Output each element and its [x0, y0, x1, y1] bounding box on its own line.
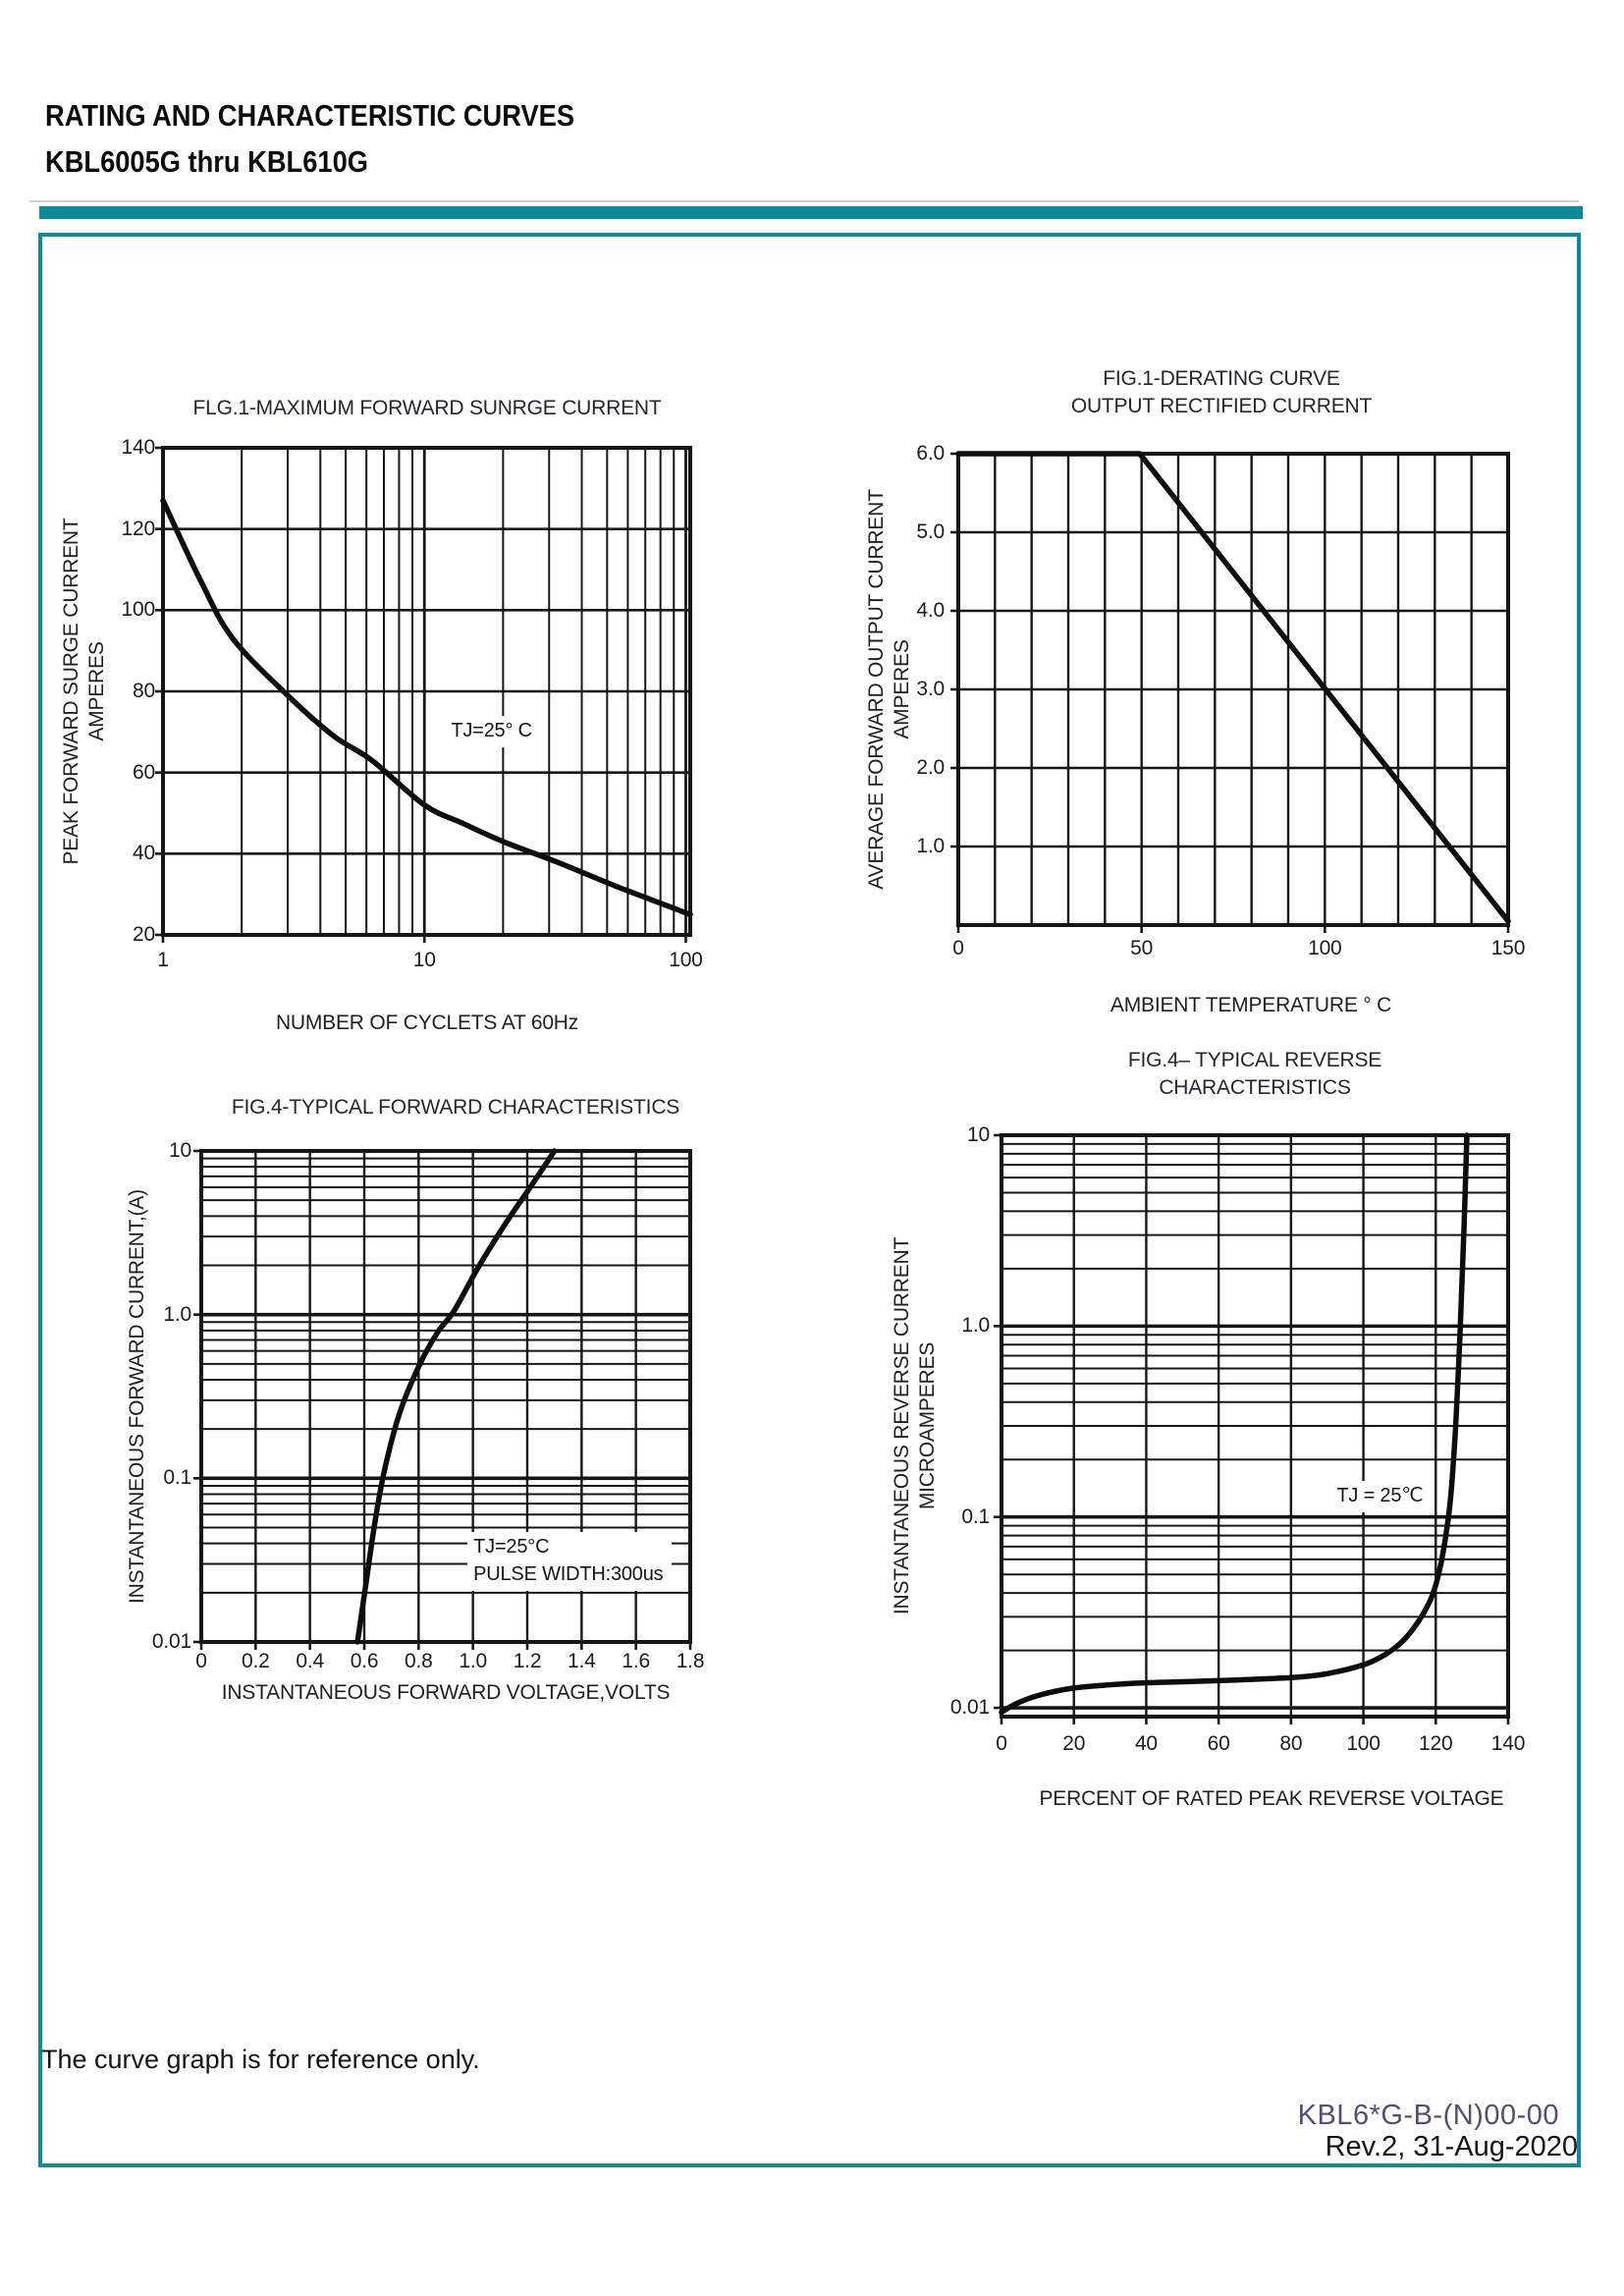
chart-surge-current-curves [163, 448, 690, 935]
x-tick-label: 140 [1490, 1732, 1526, 1755]
y-tick-label: 0.1 [961, 1504, 990, 1528]
x-tick-label: 60 [1207, 1732, 1230, 1755]
x-tick-label: 0.2 [242, 1650, 270, 1672]
y-tick-label: 10 [169, 1139, 191, 1162]
y-tick-label: 3.0 [916, 678, 945, 700]
chart-title-line: OUTPUT RECTIFIED CURRENT [1070, 395, 1373, 417]
chart-title-line: CHARACTERISTICS [1159, 1076, 1351, 1099]
y-axis-label-line: MICROAMPERES [916, 1341, 939, 1510]
y-tick-label: 1.0 [916, 835, 945, 857]
x-tick-label: 100 [1346, 1732, 1380, 1755]
annotation-line: TJ=25°C [473, 1535, 550, 1558]
curve-instantaneous-forward-current [357, 1151, 555, 1642]
chart-derating-y-axis-label [864, 454, 915, 925]
chart-reverse-characteristics-x-axis-label: PERCENT OF RATED PEAK REVERSE VOLTAGE [1039, 1787, 1504, 1810]
x-tick-label: 1 [157, 949, 169, 971]
y-tick-label: 4.0 [916, 599, 945, 622]
part-range-subtitle: KBL6005G thru KBL610G [45, 144, 368, 179]
page-title: RATING AND CHARACTERISTIC CURVES [45, 98, 575, 133]
x-tick-label: 150 [1490, 937, 1526, 959]
x-tick-label: 0 [952, 937, 964, 959]
chart-forward-characteristics-title [141, 1094, 770, 1121]
chart-title-line: FLG.1-MAXIMUM FORWARD SUNRGE CURRENT [192, 397, 662, 419]
x-tick-label: 1.8 [676, 1650, 705, 1672]
chart-derating-x-axis-label: AMBIENT TEMPERATURE ° C [1110, 994, 1392, 1016]
y-tick-label: 0.1 [163, 1466, 191, 1490]
y-tick-label: 1.0 [163, 1302, 191, 1326]
reference-note: The curve graph is for reference only. [41, 2045, 480, 2074]
x-tick-label: 0.4 [296, 1650, 324, 1672]
x-tick-label: 20 [1062, 1732, 1086, 1755]
x-tick-label: 1.2 [513, 1650, 542, 1672]
chart-forward-characteristics-x-axis-label: INSTANTANEOUS FORWARD VOLTAGE,VOLTS [221, 1681, 671, 1704]
y-tick-label: 120 [121, 517, 155, 540]
curve-instantaneous-reverse-current [1001, 1135, 1467, 1712]
chart-forward-characteristics-y-axis-label [125, 1151, 150, 1642]
y-tick-label: 100 [121, 598, 155, 622]
x-tick-label: 1.0 [459, 1650, 487, 1672]
x-tick-label: 100 [669, 949, 703, 971]
x-tick-label: 100 [1308, 937, 1342, 959]
chart-title-line: FIG.1-DERATING CURVE [1103, 367, 1340, 390]
chart-title-line: FIG.4-TYPICAL FORWARD CHARACTERISTICS [231, 1096, 680, 1119]
y-tick-label: 5.0 [916, 520, 945, 543]
curve-peak-forward-surge-current [163, 501, 690, 915]
annotation-line: TJ = 25℃ [1336, 1484, 1424, 1506]
y-axis-label-line: AMPERES [891, 639, 913, 739]
annotation-line: PULSE WIDTH:300us [473, 1562, 664, 1585]
y-tick-label: 1.0 [961, 1314, 990, 1338]
document-revision: Rev.2, 31-Aug-2020 [1325, 2131, 1578, 2162]
y-tick-label: 6.0 [916, 442, 945, 465]
chart-derating-title [907, 365, 1536, 420]
x-tick-label: 80 [1279, 1732, 1303, 1755]
chart-surge-current-title [113, 395, 741, 422]
chart-reverse-characteristics-title [941, 1047, 1569, 1102]
chart-derating-curves [958, 454, 1508, 925]
y-tick-label: 60 [133, 760, 155, 784]
curve-average-forward-output-current [958, 454, 1508, 921]
chart-forward-characteristics-curves [201, 1151, 690, 1642]
x-tick-label: 10 [412, 949, 436, 971]
y-tick-label: 0.01 [151, 1630, 191, 1653]
document-part-number: KBL6*G-B-(N)00-00 [1297, 2100, 1559, 2131]
chart-reverse-characteristics-curves [1001, 1135, 1508, 1717]
chart-title-line: FIG.4– TYPICAL REVERSE [1127, 1049, 1382, 1071]
y-axis-label-line: INSTANTANEOUS FORWARD CURRENT,(A) [126, 1189, 148, 1604]
chart-surge-current-y-axis-label [59, 448, 110, 935]
x-tick-label: 1.6 [622, 1650, 650, 1672]
chart-reverse-characteristics-y-axis-label [890, 1135, 941, 1717]
annotation-line: TJ=25° C [451, 719, 532, 741]
y-axis-label-line: AMPERES [85, 641, 108, 741]
y-axis-label-line: INSTANTANEOUS REVERSE CURRENT [891, 1236, 913, 1615]
x-tick-label: 40 [1134, 1732, 1158, 1755]
y-axis-label-line: PEAK FORWARD SURGE CURRENT [60, 518, 82, 865]
x-tick-label: 0 [195, 1650, 207, 1672]
y-axis-label-line: AVERAGE FORWARD OUTPUT CURRENT [865, 489, 888, 890]
y-tick-label: 10 [967, 1123, 990, 1146]
y-tick-label: 80 [133, 680, 155, 702]
y-tick-label: 2.0 [916, 756, 945, 779]
x-tick-label: 120 [1419, 1732, 1453, 1755]
x-tick-label: 0 [996, 1732, 1007, 1755]
y-tick-label: 20 [133, 923, 155, 946]
x-tick-label: 0.6 [350, 1650, 379, 1672]
chart-surge-current-x-axis-label: NUMBER OF CYCLETS AT 60Hz [275, 1011, 579, 1034]
y-tick-label: 140 [121, 436, 155, 459]
x-tick-label: 1.4 [568, 1650, 596, 1672]
x-tick-label: 50 [1130, 937, 1154, 959]
x-tick-label: 0.8 [405, 1650, 433, 1672]
y-tick-label: 40 [133, 842, 155, 865]
y-tick-label: 0.01 [949, 1696, 990, 1720]
